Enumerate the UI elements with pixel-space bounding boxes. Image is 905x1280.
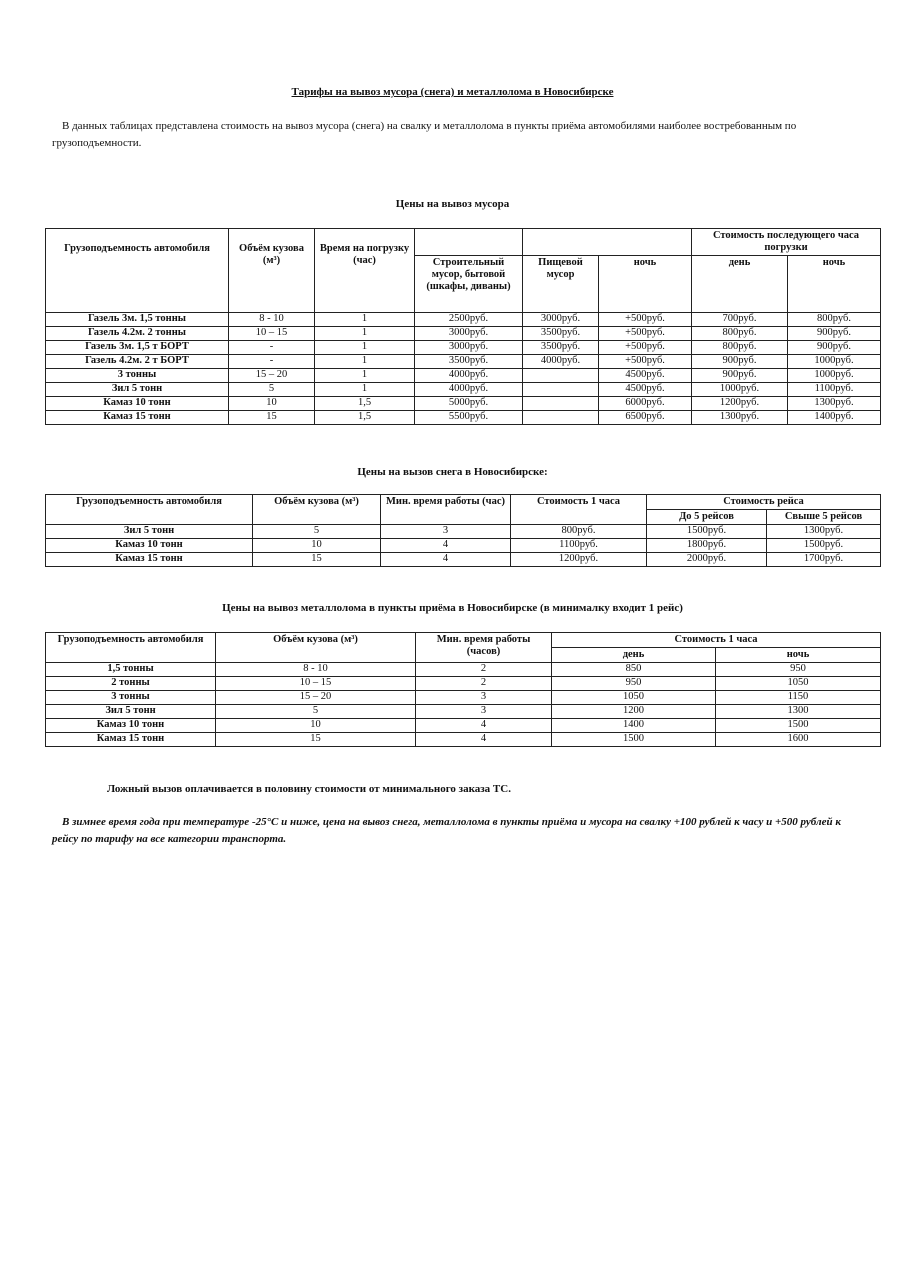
cell-load-time: 1 [315,355,415,369]
false-call-note: Ложный вызов оплачивается в половину стоимости от минимального заказа ТС. [107,783,511,795]
table-row [46,539,881,553]
cell-night-surcharge: 4500руб. [599,383,692,397]
cell-min-time: 4 [381,553,511,567]
cell-up-to-5: 2000руб. [647,553,767,567]
header-night: ночь [716,648,881,663]
cell-night: 1050 [716,677,881,691]
scrap-table-caption: Цены на вывоз металлолома в пункты приёма в Новосибирске (в минималку входит 1 рейс) [222,602,683,614]
cell-capacity: 2 тонны [46,677,216,691]
snow-table-caption: Цены на вызов снега в Новосибирске: [357,466,548,478]
cell-capacity: Газель 3м. 1,5 тонны [46,313,229,327]
snow-price-table [45,494,881,567]
cell-volume: 15 – 20 [229,369,315,383]
cell-volume: - [229,355,315,369]
header-capacity: Грузоподъемность автомобиля [46,633,216,663]
table-row [46,411,881,425]
cell-volume: 8 - 10 [216,663,416,677]
cell-night: 900руб. [788,327,881,341]
cell-night: 800руб. [788,313,881,327]
cell-food: 3500руб. [523,341,599,355]
cell-up-to-5: 1800руб. [647,539,767,553]
cell-food [523,411,599,425]
cell-night: 1300 [716,705,881,719]
cell-load-time: 1 [315,383,415,397]
cell-day: 1050 [552,691,716,705]
cell-over-5: 1500руб. [767,539,881,553]
cell-min-time: 2 [416,663,552,677]
cell-construction: 3000руб. [415,327,523,341]
cell-hour-cost: 1100руб. [511,539,647,553]
header-day: день [692,256,788,313]
header-night-surcharge: ночь [599,256,692,313]
cell-night: 1000руб. [788,369,881,383]
cell-capacity: 1,5 тонны [46,663,216,677]
cell-capacity: Газель 4.2м. 2 тонны [46,327,229,341]
cell-over-5: 1700руб. [767,553,881,567]
intro-paragraph: В данных таблицах представлена стоимость на вывоз мусора (снега) на свалку и металлолома в пункты приёма автомобилями наиболее востребованным по грузоподъемности. [52,120,797,149]
garbage-table-body [46,313,881,425]
cell-night: 1500 [716,719,881,733]
cell-construction: 3500руб. [415,355,523,369]
cell-day: 800руб. [692,341,788,355]
table-row [46,553,881,567]
table-row [46,705,881,719]
winter-surcharge-note: В зимнее время года при температуре -25°С и ниже, цена на вывоз снега, металлолома в пункты приёма и мусора на свалку +100 рублей к часу и +500 рублей к рейсу по тарифу на все категории транспорта. [52,816,841,845]
cell-volume: 10 [216,719,416,733]
cell-capacity: Камаз 15 тонн [46,733,216,747]
cell-capacity: Зил 5 тонн [46,705,216,719]
cell-over-5: 1300руб. [767,525,881,539]
header-next-hour: Стоимость последующего часа погрузки [692,229,881,256]
cell-capacity: 3 тонны [46,369,229,383]
cell-day: 850 [552,663,716,677]
table-row [46,369,881,383]
cell-volume: 10 [229,397,315,411]
cell-night-surcharge: +500руб. [599,327,692,341]
header-night: ночь [788,256,881,313]
cell-min-time: 3 [381,525,511,539]
table-row [46,355,881,369]
cell-volume: 15 [253,553,381,567]
cell-capacity: Камаз 10 тонн [46,719,216,733]
cell-food [523,369,599,383]
cell-night: 1150 [716,691,881,705]
cell-up-to-5: 1500руб. [647,525,767,539]
header-hour-cost: Стоимость 1 часа [552,633,881,648]
cell-construction: 4000руб. [415,369,523,383]
cell-night-surcharge: 6000руб. [599,397,692,411]
table-row [46,691,881,705]
cell-capacity: Газель 4.2м. 2 т БОРТ [46,355,229,369]
header-min-time: Мин. время работы (час) [381,495,511,525]
cell-day: 950 [552,677,716,691]
table-row [46,663,881,677]
cell-day: 700руб. [692,313,788,327]
header-hour-cost: Стоимость 1 часа [511,495,647,525]
cell-night: 1100руб. [788,383,881,397]
header-day: день [552,648,716,663]
cell-construction: 3000руб. [415,341,523,355]
cell-capacity: Камаз 15 тонн [46,411,229,425]
cell-day: 1400 [552,719,716,733]
header-volume: Объём кузова (м³) [216,633,416,663]
cell-day: 900руб. [692,369,788,383]
cell-min-time: 4 [416,719,552,733]
cell-load-time: 1 [315,369,415,383]
header-capacity: Грузоподъемность автомобиля [46,229,229,313]
cell-load-time: 1,5 [315,397,415,411]
cell-capacity: Газель 3м. 1,5 т БОРТ [46,341,229,355]
cell-load-time: 1 [315,313,415,327]
cell-night-surcharge: 6500руб. [599,411,692,425]
cell-food [523,383,599,397]
header-food: Пищевой мусор [523,256,599,313]
table-row [46,677,881,691]
cell-day: 1500 [552,733,716,747]
header-construction: Строительный мусор, бытовой (шкафы, диваны) [415,256,523,313]
scrap-price-table [45,632,881,747]
cell-volume: 5 [253,525,381,539]
cell-capacity: Зил 5 тонн [46,525,253,539]
cell-volume: 10 – 15 [229,327,315,341]
header-volume: Объём кузова (м³) [253,495,381,525]
cell-hour-cost: 1200руб. [511,553,647,567]
cell-volume: 5 [216,705,416,719]
cell-capacity: Камаз 10 тонн [46,539,253,553]
page-title: Тарифы на вывоз мусора (снега) и металлолома в Новосибирске [291,86,614,98]
header-trip-cost: Стоимость рейса [647,495,881,510]
table-row [46,719,881,733]
table-row [46,313,881,327]
cell-day: 1200 [552,705,716,719]
cell-day: 1300руб. [692,411,788,425]
cell-day: 1200руб. [692,397,788,411]
cell-night: 900руб. [788,341,881,355]
cell-construction: 2500руб. [415,313,523,327]
cell-min-time: 4 [381,539,511,553]
cell-food: 3500руб. [523,327,599,341]
cell-night: 950 [716,663,881,677]
header-load-time: Время на погрузку (час) [315,229,415,313]
cell-volume: 15 [229,411,315,425]
cell-volume: 10 [253,539,381,553]
cell-capacity: 3 тонны [46,691,216,705]
cell-day: 1000руб. [692,383,788,397]
header-empty-1 [415,229,523,256]
cell-volume: 10 – 15 [216,677,416,691]
cell-night-surcharge: 4500руб. [599,369,692,383]
table-row [46,525,881,539]
table-row [46,383,881,397]
cell-night-surcharge: +500руб. [599,313,692,327]
cell-food [523,397,599,411]
cell-night: 1000руб. [788,355,881,369]
cell-construction: 4000руб. [415,383,523,397]
cell-min-time: 3 [416,705,552,719]
cell-night: 1300руб. [788,397,881,411]
cell-food: 4000руб. [523,355,599,369]
table-row [46,733,881,747]
table-row [46,397,881,411]
cell-min-time: 2 [416,677,552,691]
header-min-time: Мин. время работы (часов) [416,633,552,663]
cell-construction: 5500руб. [415,411,523,425]
garbage-price-table [45,228,881,425]
cell-volume: 8 - 10 [229,313,315,327]
table-row [46,327,881,341]
cell-volume: 5 [229,383,315,397]
cell-day: 900руб. [692,355,788,369]
cell-load-time: 1 [315,341,415,355]
cell-night-surcharge: +500руб. [599,355,692,369]
header-capacity: Грузоподъемность автомобиля [46,495,253,525]
cell-night-surcharge: +500руб. [599,341,692,355]
table-row [46,341,881,355]
header-volume: Объём кузова (м³) [229,229,315,313]
cell-volume: 15 [216,733,416,747]
cell-night: 1600 [716,733,881,747]
cell-day: 800руб. [692,327,788,341]
cell-construction: 5000руб. [415,397,523,411]
cell-volume: - [229,341,315,355]
cell-min-time: 4 [416,733,552,747]
cell-hour-cost: 800руб. [511,525,647,539]
header-over-5: Свыше 5 рейсов [767,510,881,525]
header-empty-2 [523,229,692,256]
cell-capacity: Камаз 15 тонн [46,553,253,567]
cell-load-time: 1,5 [315,411,415,425]
cell-capacity: Камаз 10 тонн [46,397,229,411]
header-up-to-5: До 5 рейсов [647,510,767,525]
cell-capacity: Зил 5 тонн [46,383,229,397]
cell-load-time: 1 [315,327,415,341]
cell-night: 1400руб. [788,411,881,425]
cell-food: 3000руб. [523,313,599,327]
cell-volume: 15 – 20 [216,691,416,705]
cell-min-time: 3 [416,691,552,705]
garbage-table-caption: Цены на вывоз мусора [395,198,510,210]
